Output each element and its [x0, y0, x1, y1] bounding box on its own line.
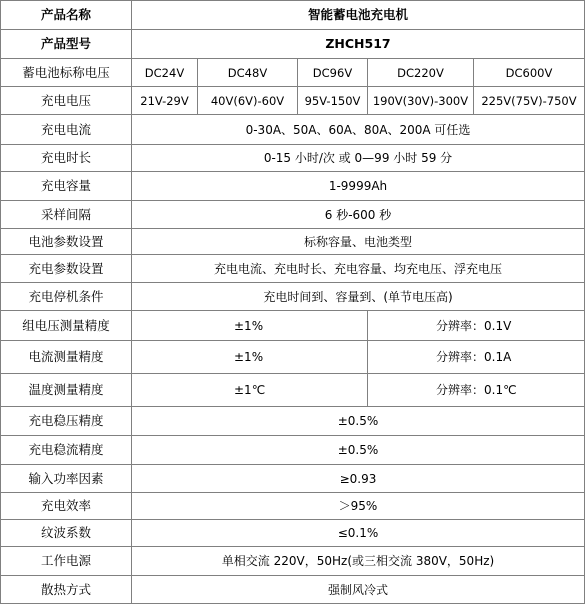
row-stop-conditions	[1, 283, 585, 311]
row-product-model	[1, 30, 585, 59]
product-name-value: 智能蓄电池充电机	[132, 1, 585, 30]
charge-params-value: 充电电流、充电时长、充电容量、均充电压、浮充电压	[132, 255, 585, 283]
temperature-accuracy-value: ±1℃	[132, 374, 368, 407]
power-factor-label: 输入功率因素	[1, 465, 132, 493]
row-power-factor	[1, 465, 585, 493]
current-resolution: 分辨率：0.1A	[368, 341, 585, 374]
nominal-voltage-label: 蓄电池标称电压	[1, 59, 132, 87]
row-group-voltage-accuracy	[1, 311, 585, 341]
row-charge-capacity	[1, 172, 585, 201]
row-efficiency	[1, 493, 585, 520]
charge-time-label: 充电时长	[1, 145, 132, 172]
row-nominal-voltage	[1, 59, 585, 87]
current-stability-label: 充电稳流精度	[1, 436, 132, 465]
voltage-stability-value: ±0.5%	[132, 407, 585, 436]
row-temperature-accuracy	[1, 374, 585, 407]
group-voltage-accuracy-label: 组电压测量精度	[1, 311, 132, 341]
row-ripple	[1, 520, 585, 547]
group-voltage-accuracy-value: ±1%	[132, 311, 368, 341]
row-current-stability	[1, 436, 585, 465]
current-accuracy-value: ±1%	[132, 341, 368, 374]
stop-conditions-label: 充电停机条件	[1, 283, 132, 311]
group-voltage-resolution: 分辨率：0.1V	[368, 311, 585, 341]
charge-voltage-cell: 40V(6V)-60V	[198, 87, 298, 115]
temperature-accuracy-label: 温度测量精度	[1, 374, 132, 407]
charge-params-label: 充电参数设置	[1, 255, 132, 283]
row-power-supply	[1, 547, 585, 576]
battery-params-value: 标称容量、电池类型	[132, 229, 585, 255]
row-charge-voltage	[1, 87, 585, 115]
efficiency-value: ＞95%	[132, 493, 585, 520]
charge-current-label: 充电电流	[1, 115, 132, 145]
nominal-voltage-cell: DC600V	[474, 59, 585, 87]
power-supply-value: 单相交流 220V，50Hz(或三相交流 380V，50Hz)	[132, 547, 585, 576]
cooling-label: 散热方式	[1, 576, 132, 604]
row-battery-params	[1, 229, 585, 255]
charge-voltage-label: 充电电压	[1, 87, 132, 115]
power-factor-value: ≥0.93	[132, 465, 585, 493]
row-charge-params	[1, 255, 585, 283]
charge-voltage-cell: 190V(30V)-300V	[368, 87, 474, 115]
row-voltage-stability	[1, 407, 585, 436]
product-name-label: 产品名称	[1, 1, 132, 30]
charge-time-value: 0-15 小时/次 或 0—99 小时 59 分	[132, 145, 585, 172]
nominal-voltage-cell: DC220V	[368, 59, 474, 87]
row-current-accuracy	[1, 341, 585, 374]
power-supply-label: 工作电源	[1, 547, 132, 576]
battery-params-label: 电池参数设置	[1, 229, 132, 255]
ripple-value: ≤0.1%	[132, 520, 585, 547]
nominal-voltage-cell: DC24V	[132, 59, 198, 87]
temperature-resolution: 分辨率：0.1℃	[368, 374, 585, 407]
charge-current-value: 0-30A、50A、60A、80A、200A 可任选	[132, 115, 585, 145]
charge-capacity-label: 充电容量	[1, 172, 132, 201]
charge-voltage-cell: 21V-29V	[132, 87, 198, 115]
row-cooling	[1, 576, 585, 604]
charge-capacity-value: 1-9999Ah	[132, 172, 585, 201]
stop-conditions-value: 充电时间到、容量到、(单节电压高)	[132, 283, 585, 311]
current-accuracy-label: 电流测量精度	[1, 341, 132, 374]
charge-voltage-cell: 225V(75V)-750V	[474, 87, 585, 115]
efficiency-label: 充电效率	[1, 493, 132, 520]
product-model-value: ZHCH517	[132, 30, 585, 59]
product-model-label: 产品型号	[1, 30, 132, 59]
current-stability-value: ±0.5%	[132, 436, 585, 465]
row-charge-time	[1, 145, 585, 172]
voltage-stability-label: 充电稳压精度	[1, 407, 132, 436]
nominal-voltage-cell: DC48V	[198, 59, 298, 87]
nominal-voltage-cell: DC96V	[298, 59, 368, 87]
row-product-name	[1, 1, 585, 30]
charge-voltage-cell: 95V-150V	[298, 87, 368, 115]
ripple-label: 纹波系数	[1, 520, 132, 547]
row-charge-current	[1, 115, 585, 145]
cooling-value: 强制风冷式	[132, 576, 585, 604]
sample-interval-value: 6 秒-600 秒	[132, 201, 585, 229]
row-sample-interval	[1, 201, 585, 229]
sample-interval-label: 采样间隔	[1, 201, 132, 229]
